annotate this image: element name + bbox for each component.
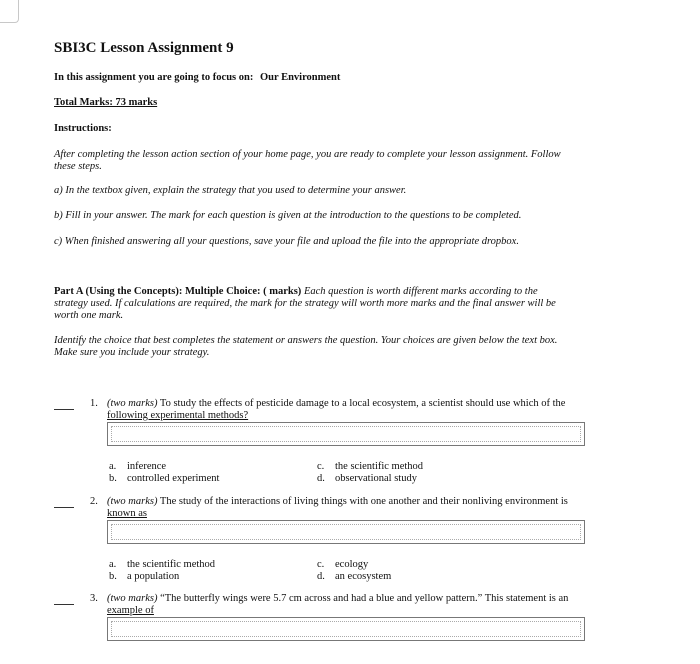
question-marks: (two marks) — [107, 398, 158, 409]
part-a-text-2: strategy used. If calculations are required, the mark for the strategy will worth more marks and the final answer will be — [54, 298, 556, 309]
instruction-b: b) Fill in your answer. The mark for each question is given at the introduction to the questions to be completed. — [54, 210, 522, 221]
option-letter: c. — [317, 461, 325, 472]
page-title: SBI3C Lesson Assignment 9 — [54, 40, 234, 56]
option-letter: b. — [109, 473, 117, 484]
option-q1-a[interactable] — [109, 461, 166, 473]
question-text-line-2: known as — [107, 508, 147, 519]
option-text: ecology — [335, 559, 369, 570]
question-text-line-2: example of — [107, 605, 154, 616]
question-text-q1 — [107, 398, 592, 422]
question-marks: (two marks) — [107, 593, 158, 604]
option-q2-d[interactable] — [317, 571, 391, 583]
instruction-c: c) When finished answering all your questions, save your file and upload the file into the appropriate dropbox. — [54, 236, 519, 247]
question-text-q3 — [107, 593, 592, 617]
option-letter: d. — [317, 473, 325, 484]
instructions-intro — [54, 149, 614, 173]
question-text-line-1: “The butterfly wings were 5.7 cm across and had a blue and yellow pattern.” This statement is an — [157, 593, 569, 604]
question-text-line-1: To study the effects of pesticide damage to a local ecosystem, a scientist should use which of the — [157, 398, 566, 409]
identify-instructions — [54, 335, 614, 359]
option-text: a population — [127, 571, 180, 582]
question-marks: (two marks) — [107, 496, 158, 507]
part-a-intro — [54, 286, 614, 322]
option-text: the scientific method — [335, 461, 424, 472]
question-number: 1. — [90, 398, 98, 409]
option-q2-c[interactable] — [317, 559, 368, 571]
option-q1-d[interactable] — [317, 473, 417, 485]
answer-blank-q3[interactable] — [54, 604, 74, 605]
identify-line-1: Identify the choice that best completes the statement or answers the question. Your choices are given below the text box. — [54, 335, 558, 346]
page-corner — [0, 0, 19, 23]
part-a-text-1: Each question is worth different marks according to the — [303, 286, 538, 297]
identify-line-2: Make sure you include your strategy. — [54, 347, 210, 358]
option-text: an ecosystem — [335, 571, 392, 582]
part-a-text-3: worth one mark. — [54, 310, 124, 321]
option-text: controlled experiment — [127, 473, 220, 484]
strategy-textbox-q3[interactable] — [107, 617, 585, 641]
total-marks: Total Marks: 73 marks — [54, 97, 158, 108]
option-letter: a. — [109, 461, 117, 472]
strategy-textbox-q1[interactable] — [107, 422, 585, 446]
focus-topic: Our Environment — [259, 72, 341, 83]
instructions-heading: Instructions: — [54, 123, 112, 134]
question-text-q2 — [107, 496, 592, 520]
option-q2-a[interactable] — [109, 559, 215, 571]
option-text: the scientific method — [127, 559, 216, 570]
option-text: observational study — [335, 473, 417, 484]
option-q1-b[interactable] — [109, 473, 219, 485]
option-q1-c[interactable] — [317, 461, 423, 473]
question-number: 2. — [90, 496, 98, 507]
question-number: 3. — [90, 593, 98, 604]
focus-line — [54, 72, 340, 84]
question-text-line-2: following experimental methods? — [107, 410, 249, 421]
instructions-line-1: After completing the lesson action section of your home page, you are ready to complete your lesson assignment. Follow — [54, 149, 561, 160]
strategy-textbox-q2[interactable] — [107, 520, 585, 544]
option-letter: b. — [109, 571, 117, 582]
part-a-line-1 — [54, 286, 614, 298]
focus-prefix: In this assignment you are going to focus on: — [54, 72, 254, 83]
option-letter: d. — [317, 571, 325, 582]
option-text: inference — [127, 461, 167, 472]
answer-blank-q1[interactable] — [54, 409, 74, 410]
option-letter: c. — [317, 559, 325, 570]
instruction-a: a) In the textbox given, explain the strategy that you used to determine your answer. — [54, 185, 407, 196]
option-letter: a. — [109, 559, 117, 570]
question-text-line-1: The study of the interactions of living things with one another and their nonliving environment is — [157, 496, 568, 507]
instructions-line-2: these steps. — [54, 161, 102, 172]
part-a-heading: Part A (Using the Concepts): Multiple Choice: ( marks) — [54, 286, 302, 297]
answer-blank-q2[interactable] — [54, 507, 74, 508]
option-q2-b[interactable] — [109, 571, 179, 583]
